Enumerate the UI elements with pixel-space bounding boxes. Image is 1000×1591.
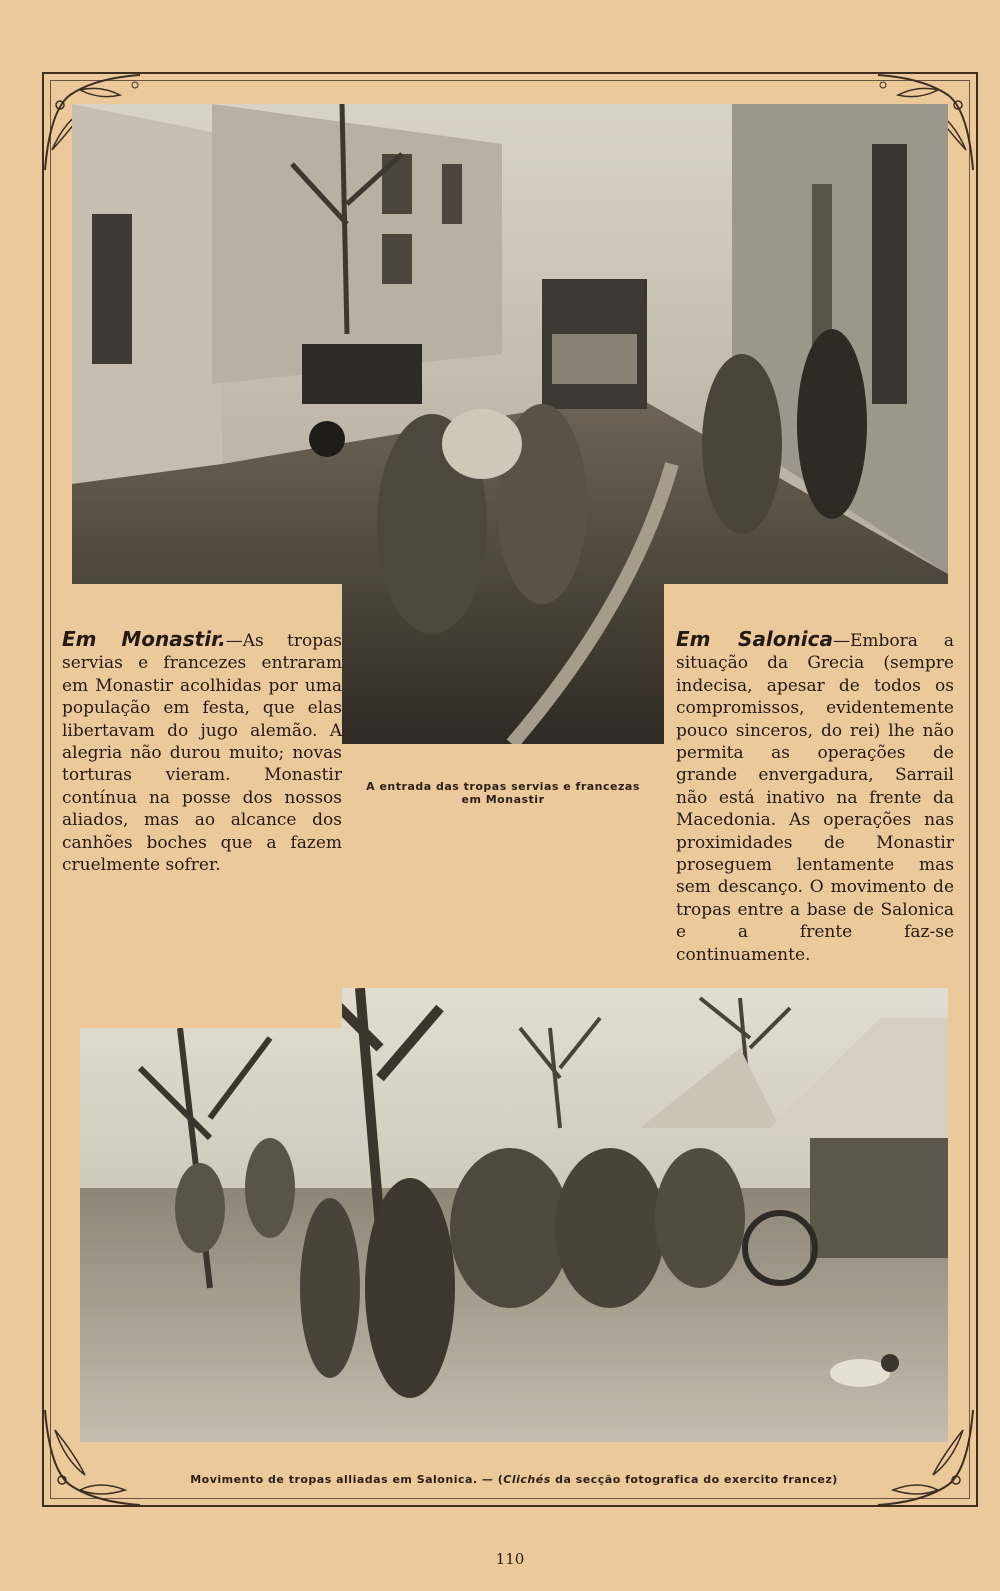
caption-monastir	[342, 744, 664, 836]
caption-salonica-main: Movimento de tropas alliadas em Salonica. — (	[190, 1473, 504, 1486]
caption-salonica-italic: Clichés	[503, 1473, 551, 1486]
article-monastir-lead: Em Monastir.	[62, 627, 226, 651]
photo-salonica-troops	[80, 988, 948, 1442]
caption-monastir-line1: A entrada das tropas servias e francezas	[366, 780, 640, 793]
article-monastir-body: —As tropas servias e francezes entraram em Monastir acolhidas por uma população em festa, que elas libertavam do jugo alemão. A alegria não durou muito; novas torturas vieram. Monastir contínua na posse dos nossos aliados, mas ao alcance dos canhões boches que a fazem cruelmente sofrer.	[62, 631, 342, 876]
article-monastir	[62, 584, 342, 1028]
article-salonica-lead: Em Salonica	[676, 627, 833, 651]
caption-salonica-rest: da secção fotografica do exercito francez)	[550, 1473, 838, 1486]
article-salonica-body: —Embora a situação da Grecia (sempre indecisa, apesar de todos os compromissos, evidentemente pouco sinceros, do rei) lhe não permita as operações de grande envergadura, Sarrail não está inativo na frente da Macedonia. As operações nas proximidades de Monastir proseguem lentamente mas sem descanço. O movimento de tropas entre a base de Salonica e a frente faz-se continuamente.	[676, 631, 955, 965]
page-number: 110	[495, 1550, 525, 1568]
article-salonica	[664, 584, 954, 982]
caption-monastir-line2: em Monastir	[461, 793, 545, 806]
caption-salonica	[80, 1473, 948, 1486]
